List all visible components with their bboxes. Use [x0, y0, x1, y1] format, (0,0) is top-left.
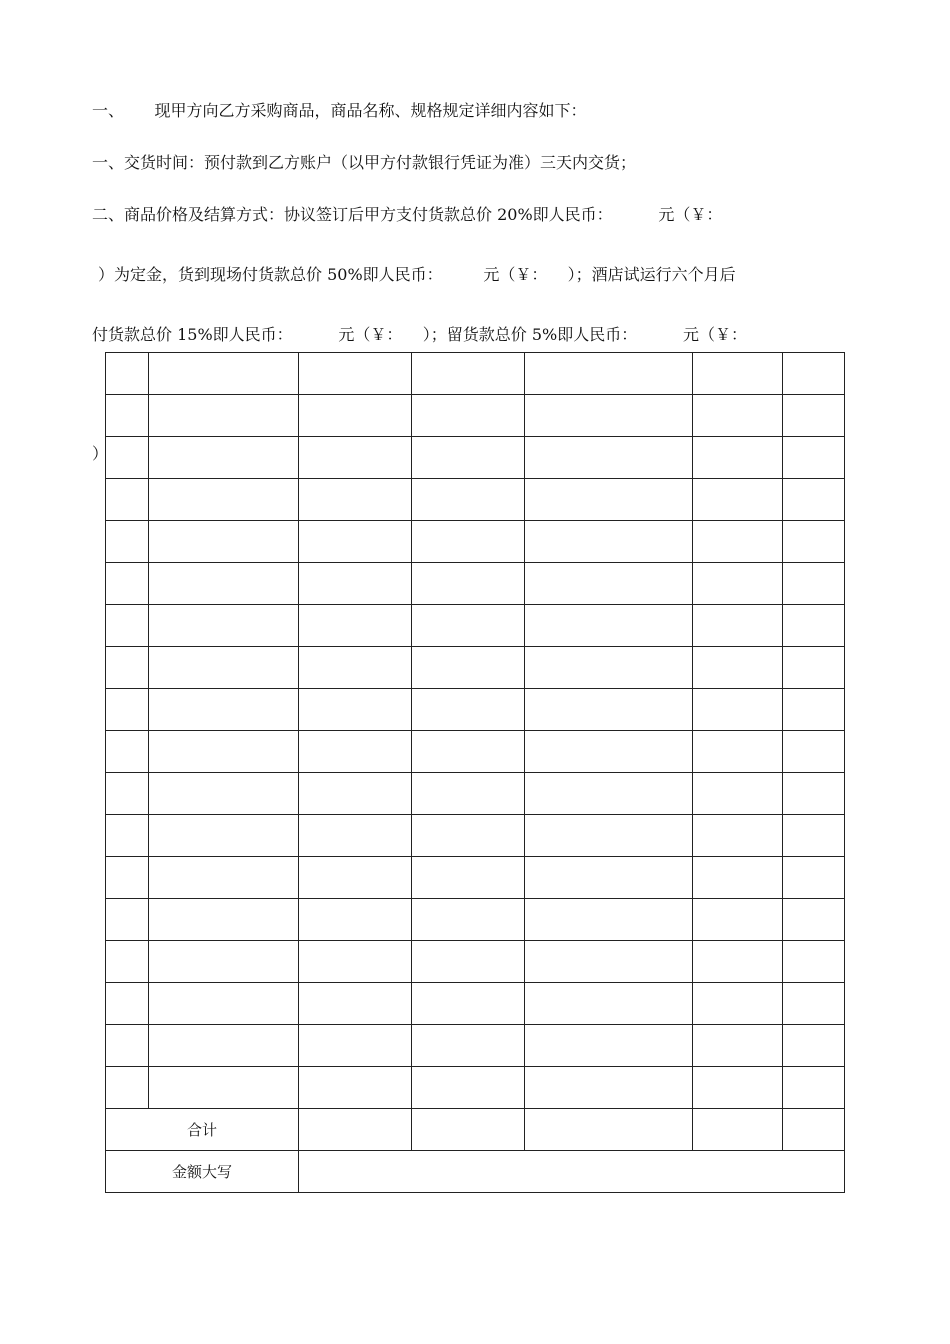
table-row — [106, 521, 845, 563]
table-cell[interactable] — [149, 731, 299, 773]
table-cell[interactable] — [106, 1067, 149, 1109]
table-cell[interactable] — [693, 983, 783, 1025]
table-cell[interactable] — [412, 689, 525, 731]
table-cell[interactable] — [106, 353, 149, 395]
table-cell[interactable] — [693, 1025, 783, 1067]
table-cell[interactable] — [783, 353, 845, 395]
table-cell[interactable] — [693, 1067, 783, 1109]
table-cell[interactable] — [412, 899, 525, 941]
table-cell[interactable] — [783, 773, 845, 815]
table-cell[interactable] — [412, 563, 525, 605]
table-cell[interactable] — [149, 521, 299, 563]
table-cell[interactable] — [525, 1067, 693, 1109]
table-cell[interactable] — [299, 479, 412, 521]
table-cell[interactable] — [525, 437, 693, 479]
table-cell[interactable] — [525, 941, 693, 983]
table-cell[interactable] — [299, 1067, 412, 1109]
table-cell[interactable] — [693, 857, 783, 899]
table-cell[interactable] — [783, 647, 845, 689]
table-cell[interactable] — [412, 983, 525, 1025]
table-cell[interactable] — [299, 815, 412, 857]
table-cell[interactable] — [525, 731, 693, 773]
table-row — [106, 395, 845, 437]
table-row — [106, 605, 845, 647]
total-cell[interactable] — [412, 1109, 525, 1151]
table-cell[interactable] — [299, 983, 412, 1025]
table-cell[interactable] — [149, 941, 299, 983]
table-cell[interactable] — [106, 899, 149, 941]
table-cell[interactable] — [106, 437, 149, 479]
total-row — [106, 1109, 845, 1151]
table-cell[interactable] — [783, 479, 845, 521]
table-cell[interactable] — [299, 353, 412, 395]
table-cell[interactable] — [299, 857, 412, 899]
table-cell[interactable] — [299, 899, 412, 941]
table-row — [106, 731, 845, 773]
table-cell[interactable] — [149, 857, 299, 899]
table-cell[interactable] — [693, 521, 783, 563]
table-row — [106, 941, 845, 983]
table-cell[interactable] — [106, 521, 149, 563]
table-cell[interactable] — [299, 647, 412, 689]
table-cell[interactable] — [693, 689, 783, 731]
amount-in-words-cell[interactable] — [299, 1151, 845, 1193]
table-cell[interactable] — [299, 773, 412, 815]
table-cell[interactable] — [149, 689, 299, 731]
table-cell[interactable] — [412, 395, 525, 437]
table-row — [106, 857, 845, 899]
table-row — [106, 899, 845, 941]
table-cell[interactable] — [149, 1025, 299, 1067]
paragraph-payment-line-3: 付货款总价 15%即人民币： 元（￥： ）；留货款总价 5%即人民币： 元（￥： — [92, 325, 748, 344]
table-cell[interactable] — [299, 689, 412, 731]
table-row — [106, 353, 845, 395]
table-cell[interactable] — [106, 689, 149, 731]
total-cell[interactable] — [783, 1109, 845, 1151]
table-cell[interactable] — [299, 941, 412, 983]
table-row — [106, 647, 845, 689]
table-cell[interactable] — [693, 647, 783, 689]
table-cell[interactable] — [412, 857, 525, 899]
total-cell[interactable] — [693, 1109, 783, 1151]
table-cell[interactable] — [783, 731, 845, 773]
table-cell[interactable] — [525, 689, 693, 731]
table-cell[interactable] — [149, 563, 299, 605]
table-cell[interactable] — [299, 731, 412, 773]
amount-in-words-row — [106, 1151, 845, 1193]
table-row — [106, 479, 845, 521]
total-cell[interactable] — [525, 1109, 693, 1151]
total-cell[interactable] — [299, 1109, 412, 1151]
table-cell[interactable] — [525, 353, 693, 395]
table-cell[interactable] — [106, 941, 149, 983]
table-cell[interactable] — [783, 605, 845, 647]
table-cell[interactable] — [693, 773, 783, 815]
table-row — [106, 1067, 845, 1109]
table-cell[interactable] — [412, 731, 525, 773]
table-row — [106, 563, 845, 605]
paragraph-payment-line-1: 二、商品价格及结算方式：协议签订后甲方支付货款总价 20%即人民币： 元（￥： — [92, 205, 723, 224]
table-cell[interactable] — [106, 479, 149, 521]
table-cell[interactable] — [783, 395, 845, 437]
table-cell[interactable] — [106, 395, 149, 437]
table-row — [106, 1025, 845, 1067]
table-cell[interactable] — [693, 353, 783, 395]
table-cell[interactable] — [783, 857, 845, 899]
table-cell[interactable] — [149, 605, 299, 647]
table-cell[interactable] — [106, 773, 149, 815]
table-cell[interactable] — [783, 941, 845, 983]
table-cell[interactable] — [106, 983, 149, 1025]
table-cell[interactable] — [149, 353, 299, 395]
table-cell[interactable] — [149, 395, 299, 437]
table-cell[interactable] — [106, 857, 149, 899]
table-row — [106, 983, 845, 1025]
table-cell[interactable] — [149, 1067, 299, 1109]
table-cell[interactable] — [149, 773, 299, 815]
table-cell[interactable] — [525, 815, 693, 857]
table-cell[interactable] — [299, 1025, 412, 1067]
table-cell[interactable] — [693, 731, 783, 773]
table-cell[interactable] — [783, 521, 845, 563]
table-cell[interactable] — [693, 605, 783, 647]
table-cell[interactable] — [149, 479, 299, 521]
paragraph-payment-line-4: ） — [92, 444, 109, 463]
table-cell[interactable] — [412, 647, 525, 689]
table-cell[interactable] — [299, 605, 412, 647]
table-cell[interactable] — [525, 647, 693, 689]
table-cell[interactable] — [525, 605, 693, 647]
table-cell[interactable] — [525, 521, 693, 563]
table-cell[interactable] — [693, 899, 783, 941]
table-cell[interactable] — [149, 815, 299, 857]
table-row — [106, 689, 845, 731]
table-cell[interactable] — [149, 899, 299, 941]
total-label: 合计 — [106, 1109, 299, 1151]
table-cell[interactable] — [693, 395, 783, 437]
table-cell[interactable] — [149, 983, 299, 1025]
goods-table — [105, 352, 845, 1193]
table-cell[interactable] — [783, 563, 845, 605]
table-cell[interactable] — [106, 731, 149, 773]
table-cell[interactable] — [106, 1025, 149, 1067]
table-cell[interactable] — [299, 437, 412, 479]
table-cell[interactable] — [693, 563, 783, 605]
table-cell[interactable] — [525, 983, 693, 1025]
table-cell[interactable] — [693, 437, 783, 479]
table-row — [106, 437, 845, 479]
table-cell[interactable] — [299, 521, 412, 563]
table-cell[interactable] — [783, 437, 845, 479]
table-cell[interactable] — [783, 1067, 845, 1109]
table-cell[interactable] — [525, 1025, 693, 1067]
table-cell[interactable] — [412, 1025, 525, 1067]
table-cell[interactable] — [412, 815, 525, 857]
table-cell[interactable] — [783, 983, 845, 1025]
table-cell[interactable] — [106, 605, 149, 647]
table-cell[interactable] — [783, 899, 845, 941]
table-cell[interactable] — [525, 899, 693, 941]
table-cell[interactable] — [783, 1025, 845, 1067]
table-cell[interactable] — [106, 563, 149, 605]
table-cell[interactable] — [525, 773, 693, 815]
table-cell[interactable] — [693, 941, 783, 983]
table-cell[interactable] — [412, 605, 525, 647]
table-cell[interactable] — [783, 815, 845, 857]
table-cell[interactable] — [412, 1067, 525, 1109]
table-cell[interactable] — [412, 941, 525, 983]
table-cell[interactable] — [299, 395, 412, 437]
table-cell[interactable] — [525, 857, 693, 899]
paragraph-payment-line-2: ）为定金，货到现场付货款总价 50%即人民币： 元（￥： ）；酒店试运行六个月后 — [98, 265, 736, 284]
table-cell[interactable] — [525, 563, 693, 605]
table-cell[interactable] — [783, 689, 845, 731]
paragraph-intro: 一、 现甲方向乙方采购商品，商品名称、规格规定详细内容如下： — [92, 101, 587, 120]
table-cell[interactable] — [412, 773, 525, 815]
table-cell[interactable] — [149, 647, 299, 689]
table-cell[interactable] — [525, 479, 693, 521]
table-cell[interactable] — [693, 815, 783, 857]
table-cell[interactable] — [106, 647, 149, 689]
table-row — [106, 773, 845, 815]
table-cell[interactable] — [412, 479, 525, 521]
table-cell[interactable] — [412, 353, 525, 395]
table-row — [106, 815, 845, 857]
table-cell[interactable] — [149, 437, 299, 479]
table-cell[interactable] — [693, 479, 783, 521]
table-cell[interactable] — [106, 815, 149, 857]
table-cell[interactable] — [299, 563, 412, 605]
table-cell[interactable] — [412, 521, 525, 563]
amount-in-words-label: 金额大写 — [106, 1151, 299, 1193]
paragraph-delivery-time: 一、交货时间：预付款到乙方账户（以甲方付款银行凭证为准）三天内交货； — [92, 153, 637, 172]
table-cell[interactable] — [525, 395, 693, 437]
table-cell[interactable] — [412, 437, 525, 479]
